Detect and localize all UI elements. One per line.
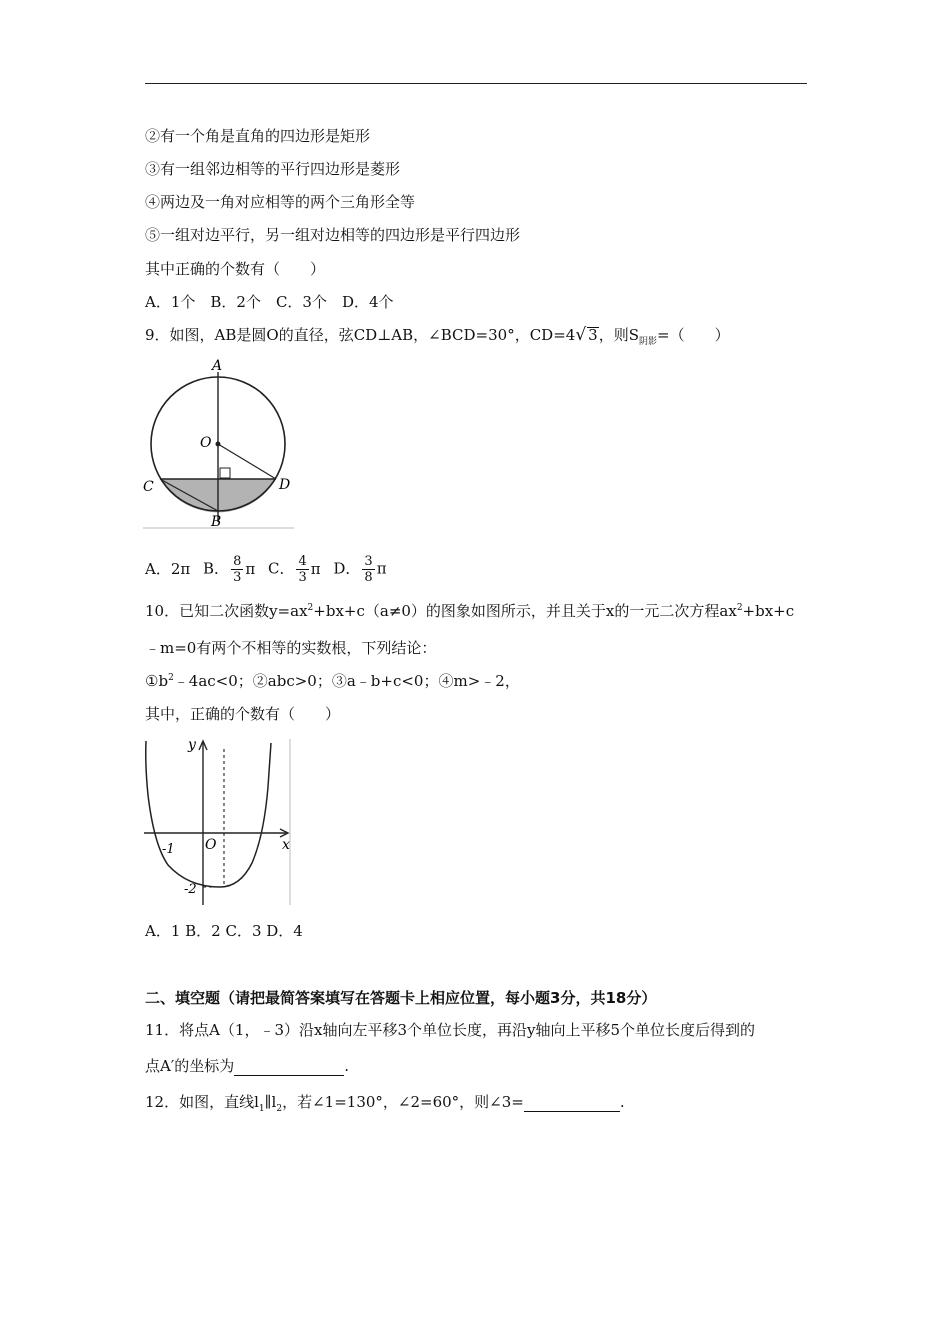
q10-parabola-graph xyxy=(140,735,300,910)
q9-option-b-fraction xyxy=(231,554,243,585)
q10-l1-part-c: +bx+c xyxy=(742,602,795,620)
superscript-2: 2 xyxy=(736,603,743,613)
q12-parallel: ∥l xyxy=(264,1093,277,1111)
subscript-2: 2 xyxy=(276,1104,283,1114)
header-rule xyxy=(145,83,807,84)
q9-shaded-subscript: 阴影 xyxy=(638,337,657,347)
label-neg1: -1 xyxy=(162,842,175,857)
q9-option-d-label: D． xyxy=(333,559,361,578)
q8-item-4: ④两边及一角对应相等的两个三角形全等 xyxy=(145,193,416,211)
q12-answer-blank[interactable] xyxy=(524,1095,620,1112)
label-x: x xyxy=(282,837,290,853)
q11-answer-blank[interactable] xyxy=(234,1059,344,1076)
q10-stem-line1 xyxy=(145,601,794,621)
q10-l1-part-b: +bx+c（a≠0）的图象如图所示，并且关于x的一元二次方程ax xyxy=(313,602,737,620)
q9-option-c-fraction xyxy=(296,554,308,585)
fraction-numerator: 8 xyxy=(233,554,242,569)
label-c: C xyxy=(143,479,154,495)
q9-option-b-unit: π xyxy=(245,559,256,578)
q9-option-d-unit: π xyxy=(376,559,387,578)
fraction-denominator: 3 xyxy=(233,570,242,585)
label-a: A xyxy=(212,358,223,374)
subscript-1: 1 xyxy=(258,1104,265,1114)
superscript-2: 2 xyxy=(168,673,174,683)
fraction-denominator: 8 xyxy=(364,570,373,585)
q10-options: A．1 B．2 C．3 D．4 xyxy=(145,922,303,940)
q10-question: 其中，正确的个数有（ ） xyxy=(145,705,341,723)
radius-od xyxy=(218,444,276,479)
center-point xyxy=(216,442,221,447)
right-angle-mark xyxy=(220,468,230,478)
fraction-numerator: 3 xyxy=(364,554,373,569)
q11-period: . xyxy=(344,1057,350,1075)
q9-option-d-fraction xyxy=(362,554,374,585)
q10-l3-part-a: ①b xyxy=(145,672,169,690)
q9-stem-suffix: =（ ） xyxy=(657,326,730,344)
q8-item-3: ③有一组邻边相等的平行四边形是菱形 xyxy=(145,160,401,178)
q12-rest: ，若∠1=130°，∠2=60°，则∠3= xyxy=(282,1093,524,1111)
label-y: y xyxy=(188,737,196,753)
sqrt-sign: √ xyxy=(575,325,587,345)
label-o: O xyxy=(200,435,212,451)
q9-stem-mid: ，则S xyxy=(598,326,639,344)
q8-item-5: ⑤一组对边平行，另一组对边相等的四边形是平行四边形 xyxy=(145,226,521,244)
q9-radicand: 3 xyxy=(588,326,598,344)
q9-option-b-label: B． xyxy=(203,559,230,578)
parabola-curve xyxy=(146,741,271,887)
label-origin: O xyxy=(205,837,217,853)
q9-option-a: A．2π xyxy=(145,559,191,578)
q10-conclusions xyxy=(145,671,520,691)
fraction-denominator: 3 xyxy=(298,570,307,585)
superscript-2: 2 xyxy=(307,603,314,613)
q9-option-c-label: C． xyxy=(267,559,295,578)
q11-line1: 11．将点A（1，﹣3）沿x轴向左平移3个单位长度，再沿y轴向上平移5个单位长度后得到的 xyxy=(145,1021,756,1039)
q12-prefix: 12．如图，直线l xyxy=(145,1093,259,1111)
q11-line2 xyxy=(145,1056,349,1076)
q8-item-2: ②有一个角是直角的四边形是矩形 xyxy=(145,127,371,145)
section2-heading: 二、填空题（请把最简答案填写在答题卡上相应位置，每小题3分，共18分） xyxy=(145,989,657,1007)
label-b: B xyxy=(211,514,222,530)
q10-l3-part-b: ﹣4ac<0；②abc>0；③a﹣b+c<0；④m>﹣2， xyxy=(173,672,520,690)
q8-options: A．1个 B．2个 C．3个 D．4个 xyxy=(145,293,394,311)
q8-question: 其中正确的个数有（ ） xyxy=(145,260,326,278)
q10-stem-line2: ﹣m=0有两个不相等的实数根，下列结论： xyxy=(145,639,437,657)
q11-line2-text: 点A′的坐标为 xyxy=(145,1057,235,1075)
q9-circle-figure xyxy=(140,356,300,534)
q9-stem xyxy=(145,325,730,345)
q10-l1-part-a: 10．已知二次函数y=ax xyxy=(145,602,308,620)
q9-options xyxy=(145,554,387,585)
q12-stem xyxy=(145,1092,625,1112)
q12-period: . xyxy=(619,1093,625,1111)
q9-stem-prefix: 9．如图，AB是圆O的直径，弦CD⊥AB，∠BCD=30°，CD=4 xyxy=(145,326,576,344)
fraction-numerator: 4 xyxy=(298,554,307,569)
label-d: D xyxy=(279,477,291,493)
q9-option-c-unit: π xyxy=(310,559,321,578)
label-neg2: -2 xyxy=(184,882,197,897)
